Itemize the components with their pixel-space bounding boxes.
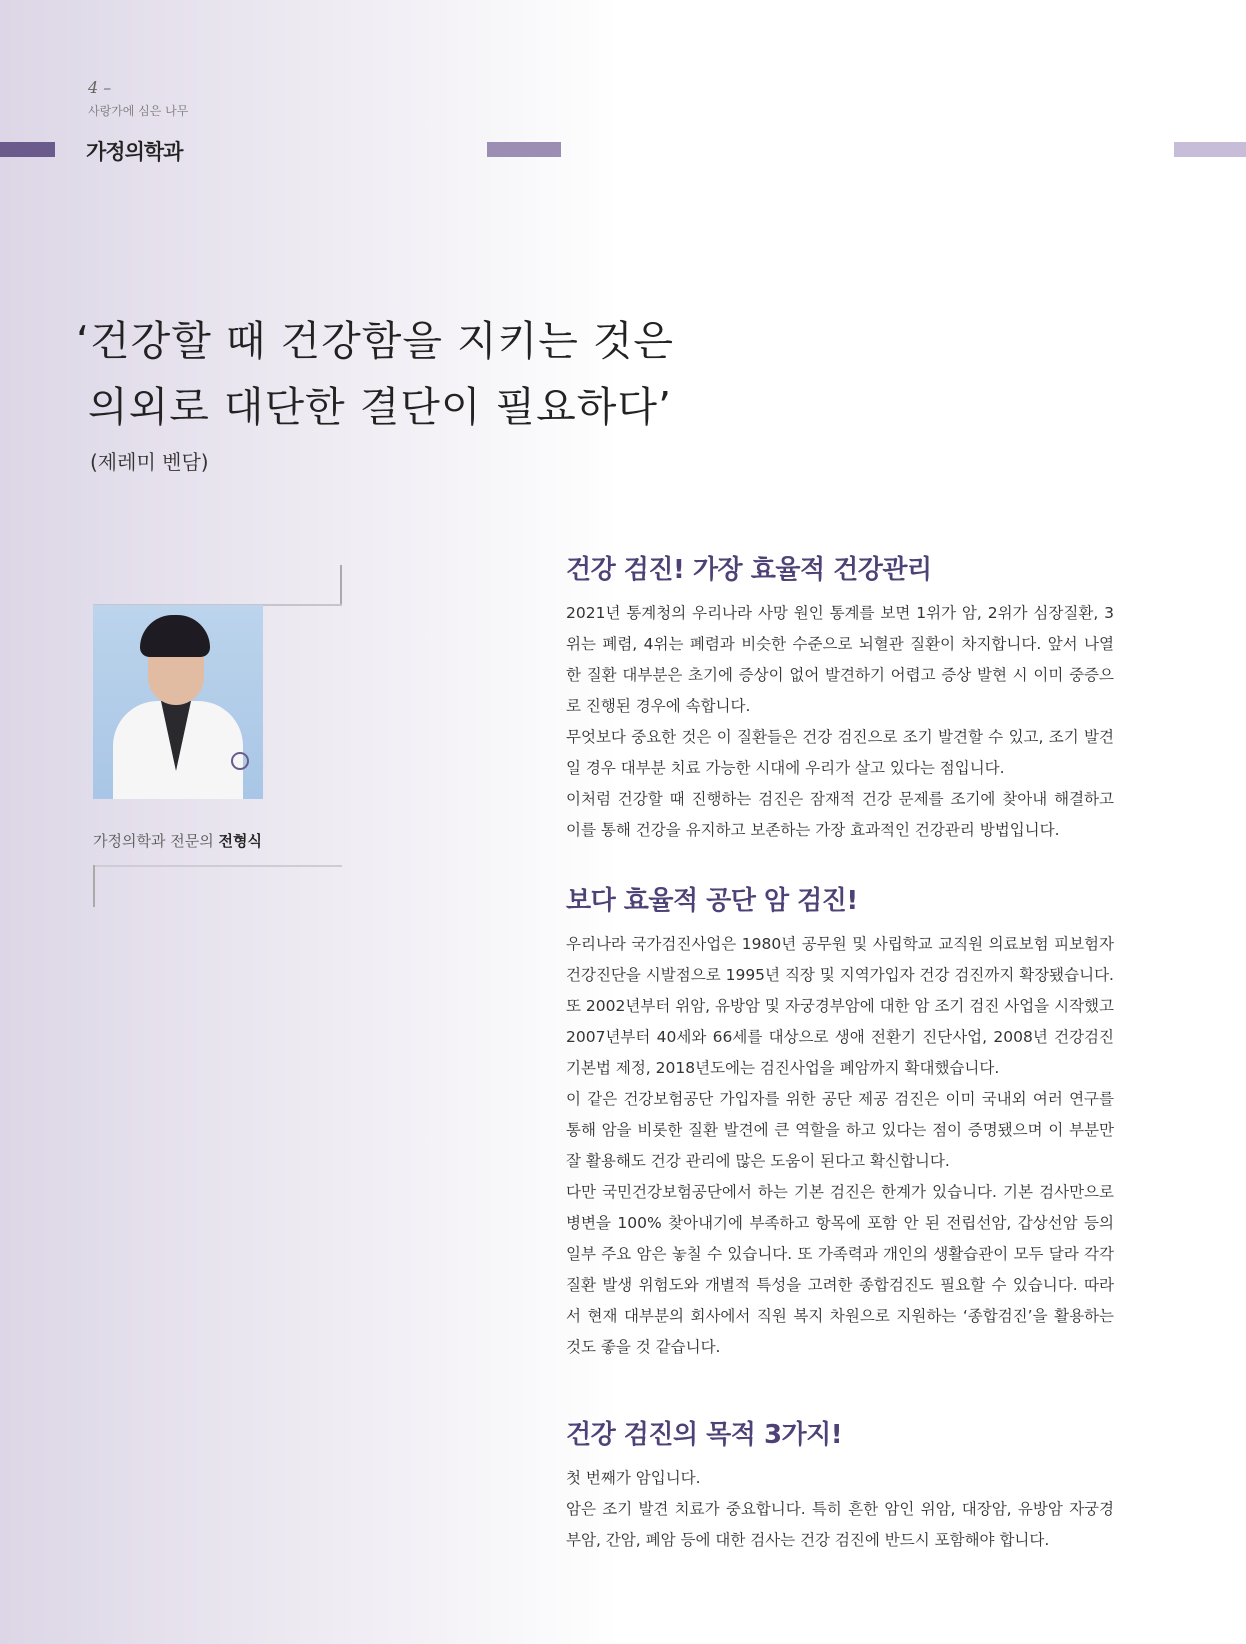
paragraph: 이처럼 건강할 때 진행하는 검진은 잠재적 건강 문제를 조기에 찾아내 해결하고 이를 통해 건강을 유지하고 보존하는 가장 효과적인 건강관리 방법입니다. bbox=[566, 790, 1114, 839]
quote-author: (제레미 벤담) bbox=[90, 450, 209, 474]
decor-bar-middle bbox=[487, 142, 561, 157]
article-section-3 bbox=[566, 1414, 1114, 1556]
paragraph: 이 같은 건강보험공단 가입자를 위한 공단 제공 검진은 이미 국내외 여러 연구를 통해 암을 비롯한 질환 발견에 큰 역할을 하고 있다는 점이 증명됐으며 이 부분만 잘 활용해도 건강 관리에 많은 도움이 된다고 확신합니다. bbox=[566, 1090, 1114, 1170]
paragraph: 2021년 통계청의 우리나라 사망 원인 통계를 보면 1위가 암, 2위가 심장질환, 3위는 폐렴, 4위는 폐렴과 비슷한 수준으로 뇌혈관 질환이 차지합니다. 앞서 나열한 질환 대부분은 초기에 증상이 없어 발견하기 어렵고 증상 발현 시 이미 중증으로 진행된 경우에 속합니다. bbox=[566, 604, 1114, 715]
quote-line-1: ‘건강할 때 건강함을 지키는 것은 bbox=[76, 317, 675, 365]
hospital-logo-icon bbox=[231, 752, 249, 770]
frame-line bbox=[93, 865, 342, 867]
paragraph: 첫 번째가 암입니다. bbox=[566, 1469, 701, 1487]
page-number: 4 – bbox=[88, 78, 112, 97]
decor-bar-left bbox=[0, 142, 55, 157]
series-name: 사랑가에 심은 나무 bbox=[88, 104, 189, 118]
doctor-caption bbox=[93, 830, 262, 851]
paragraph: 암은 조기 발견 치료가 중요합니다. 특히 흔한 암인 위암, 대장암, 유방암 자궁경부암, 간암, 폐암 등에 대한 검사는 건강 검진에 반드시 포함해야 합니다. bbox=[566, 1500, 1114, 1549]
section-heading: 건강 검진! 가장 효율적 건강관리 bbox=[566, 555, 932, 585]
paragraph: 우리나라 국가검진사업은 1980년 공무원 및 사립학교 교직원 의료보험 피보험자 건강진단을 시발점으로 1995년 직장 및 지역가입자 건강 검진까지 확장됐습니다. 또 2002년부터 위암, 유방암 및 자궁경부암에 대한 암 조기 검진 사업을 시작했고 2007년부터 40세와 66세를 대상으로 생애 전환기 진단사업, 2008년 건강검진기본법 제정, 2018년도에는 검진사업을 폐암까지 확대했습니다. bbox=[566, 935, 1114, 1077]
section-heading: 건강 검진의 목적 3가지! bbox=[566, 1420, 843, 1450]
quote bbox=[76, 308, 674, 440]
article-section-2 bbox=[566, 880, 1114, 1363]
doctor-name: 전형식 bbox=[218, 832, 262, 850]
doctor-photo bbox=[93, 605, 263, 799]
frame-line bbox=[93, 865, 95, 907]
quote-line-2: 의외로 대단한 결단이 필요하다’ bbox=[88, 383, 673, 431]
frame-line bbox=[340, 565, 342, 605]
doctor-title: 가정의학과 전문의 bbox=[93, 832, 219, 850]
section-heading: 보다 효율적 공단 암 검진! bbox=[566, 886, 858, 916]
paragraph: 무엇보다 중요한 것은 이 질환들은 건강 검진으로 조기 발견할 수 있고, 조기 발견일 경우 대부분 치료 가능한 시대에 우리가 살고 있다는 점입니다. bbox=[566, 728, 1114, 777]
article-section-1 bbox=[566, 549, 1114, 846]
section-title: 가정의학과 bbox=[86, 140, 183, 164]
decor-bar-right bbox=[1174, 142, 1246, 157]
paragraph: 다만 국민건강보험공단에서 하는 기본 검진은 한계가 있습니다. 기본 검사만으로 병변을 100% 찾아내기에 부족하고 항목에 포함 안 된 전립선암, 갑상선암 등의 일부 주요 암은 놓칠 수 있습니다. 또 가족력과 개인의 생활습관이 모두 달라 각각 질환 발생 위험도와 개별적 특성을 고려한 종합검진도 필요할 수 있습니다. 따라서 현재 대부분의 회사에서 직원 복지 차원으로 지원하는 ‘종합검진’을 활용하는 것도 좋을 것 같습니다. bbox=[566, 1183, 1114, 1356]
